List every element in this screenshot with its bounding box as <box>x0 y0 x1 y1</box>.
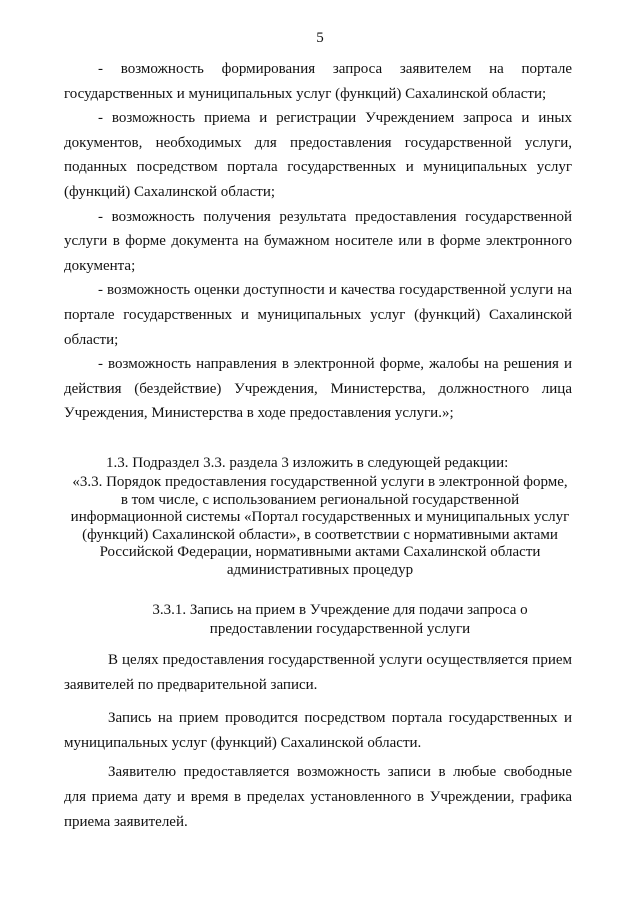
amendment-intro: 1.3. Подраздел 3.3. раздела 3 изложить в следующей редакции: <box>106 455 509 471</box>
paragraph: Запись на прием проводится посредством портала государственных и муниципальных услуг (функций) Сахалинской области. <box>64 710 572 751</box>
bullet-list <box>64 57 572 426</box>
bullet-item: - возможность получения результата предоставления государственной услуги в форме документа на бумажном носителе или в форме электронного документа; <box>64 208 572 274</box>
page-number: 5 <box>316 30 324 46</box>
bullet-item: - возможность приема и регистрации Учреждением запроса и иных документов, необходимых для предоставления государственной услуги, поданных посредством портала государственных и муниципальных услуг (функций) Сахалинской области; <box>64 110 572 200</box>
bullet-item: - возможность оценки доступности и качества государственной услуги на портале государственных и муниципальных услуг (функций) Сахалинской области; <box>64 282 572 348</box>
bullet-item: - возможность направления в электронной форме, жалобы на решения и действия (бездействие) Учреждения, Министерства, должностного лица Учреждения, Министерства в ходе предоставления услуги.»; <box>64 356 572 422</box>
body-paragraphs <box>64 648 572 843</box>
paragraph: Заявителю предоставляется возможность записи в любые свободные для приема дату и время в пределах установленного в Учреждении, графика приема заявителей. <box>64 764 572 830</box>
bullet-item: - возможность формирования запроса заявителем на портале государственных и муниципальных услуг (функций) Сахалинской области; <box>64 61 572 102</box>
subsection-title: 3.3.1. Запись на прием в Учреждение для подачи запроса о предоставлении государственной услуги <box>152 602 528 637</box>
quoted-section-title: «3.3. Порядок предоставления государственной услуги в электронной форме, в том числе, с использованием региональной государственной информационной системы «Портал государственных и муниципальных услуг (функций) Сахалинской области», в соответствии с нормативными актами Российской Федерации, нормативными актами Сахалинской области административных процедур <box>70 474 570 578</box>
paragraph: В целях предоставления государственной услуги осуществляется прием заявителей по предварительной записи. <box>64 652 572 693</box>
